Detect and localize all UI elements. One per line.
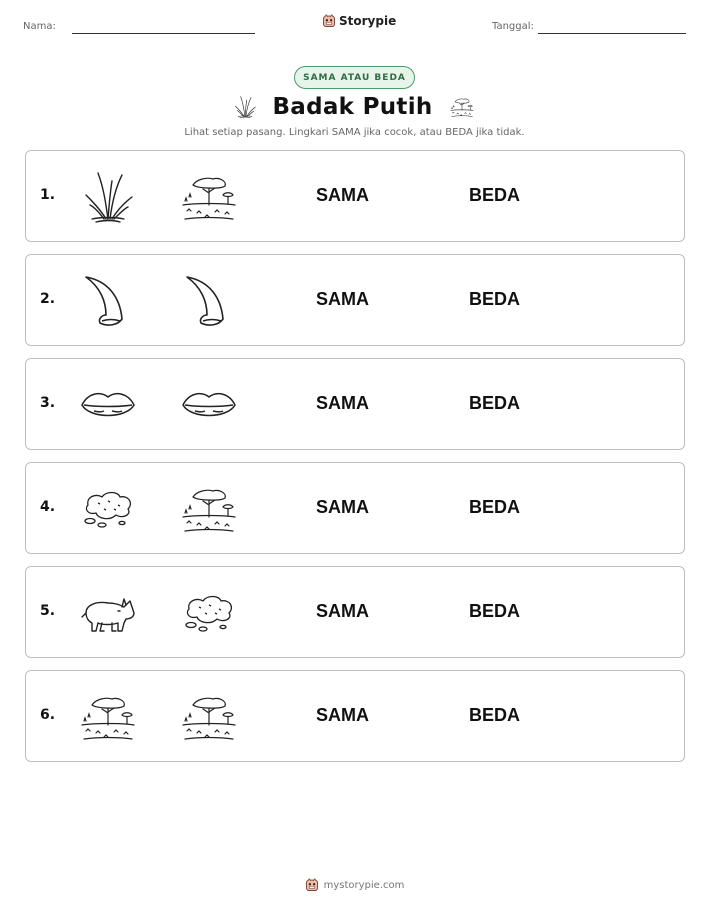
question-number: 5.	[40, 603, 56, 619]
mud-icon	[78, 479, 138, 539]
question-number: 4.	[40, 499, 56, 515]
question-row	[25, 254, 685, 346]
different-option[interactable]: BEDA	[469, 705, 521, 725]
question-row	[25, 358, 685, 450]
question-number: 3.	[40, 395, 56, 411]
activity-badge: SAMA ATAU BEDA	[294, 66, 415, 89]
name-field-line[interactable]	[72, 33, 255, 34]
grass-icon	[78, 167, 138, 227]
footer	[0, 878, 709, 892]
horn-icon	[78, 271, 138, 331]
different-option[interactable]: BEDA	[469, 601, 521, 621]
question-number: 1.	[40, 187, 56, 203]
instruction-text: Lihat setiap pasang. Lingkari SAMA jika cocok, atau BEDA jika tidak.	[184, 127, 525, 138]
same-option[interactable]: SAMA	[316, 705, 369, 725]
savanna-icon	[447, 94, 477, 120]
page-title: Badak Putih	[272, 94, 433, 120]
brand-logo	[322, 14, 396, 28]
grass-icon	[232, 94, 258, 120]
horn-icon	[179, 271, 239, 331]
question-row	[25, 462, 685, 554]
storypie-logo-icon	[305, 878, 319, 892]
date-label: Tanggal:	[492, 21, 534, 32]
same-option[interactable]: SAMA	[316, 601, 369, 621]
storypie-logo-icon	[322, 14, 336, 28]
mud-icon	[179, 583, 239, 643]
rhino-icon	[78, 583, 138, 643]
savanna-icon	[179, 687, 239, 747]
question-list	[25, 150, 685, 774]
different-option[interactable]: BEDA	[469, 393, 521, 413]
lips-icon	[78, 375, 138, 435]
savanna-icon	[179, 167, 239, 227]
question-number: 6.	[40, 707, 56, 723]
lips-icon	[179, 375, 239, 435]
question-row	[25, 150, 685, 242]
question-row	[25, 670, 685, 762]
brand-name: Storypie	[339, 14, 397, 28]
same-option[interactable]: SAMA	[316, 185, 369, 205]
different-option[interactable]: BEDA	[469, 185, 521, 205]
footer-url[interactable]: mystorypie.com	[323, 879, 405, 891]
same-option[interactable]: SAMA	[316, 393, 369, 413]
worksheet-header	[0, 0, 709, 50]
savanna-icon	[78, 687, 138, 747]
question-row	[25, 566, 685, 658]
date-field-line[interactable]	[538, 33, 686, 34]
title-row	[0, 90, 709, 124]
different-option[interactable]: BEDA	[469, 289, 521, 309]
same-option[interactable]: SAMA	[316, 289, 369, 309]
question-number: 2.	[40, 291, 56, 307]
name-label: Nama:	[23, 21, 56, 32]
different-option[interactable]: BEDA	[469, 497, 521, 517]
same-option[interactable]: SAMA	[316, 497, 369, 517]
savanna-icon	[179, 479, 239, 539]
